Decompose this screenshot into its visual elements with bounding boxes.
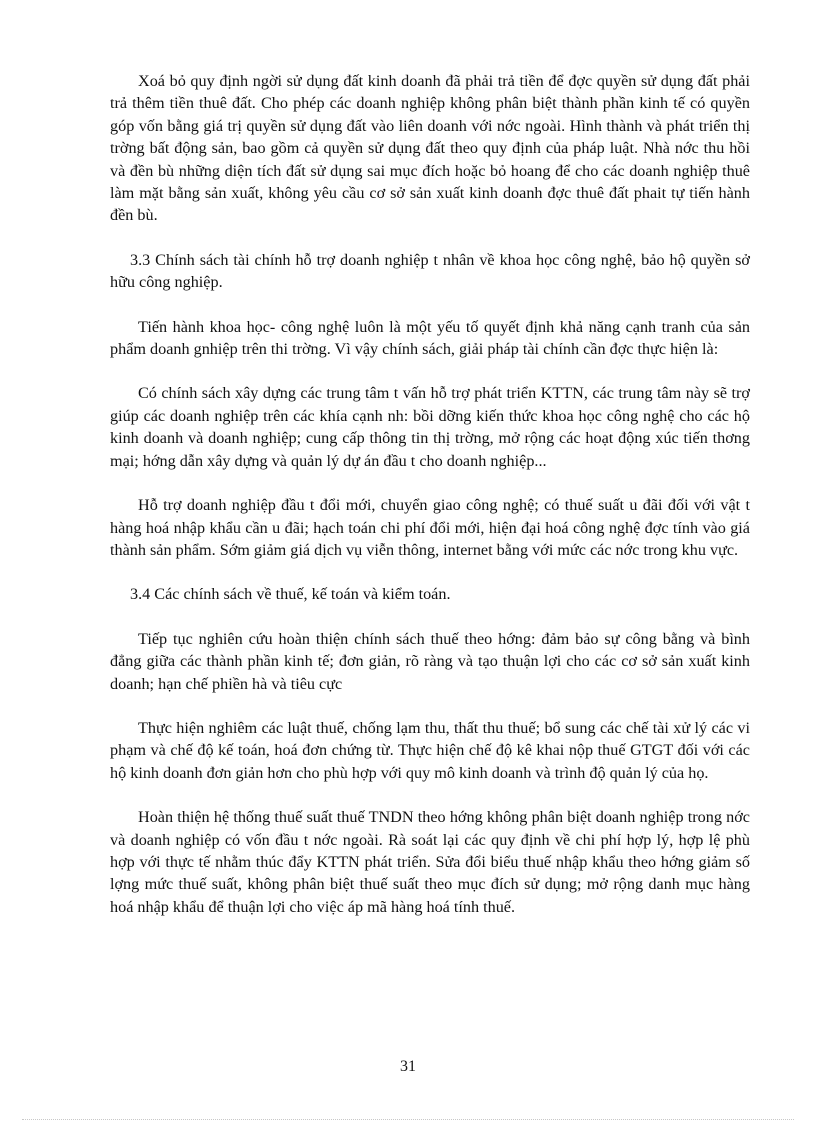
paragraph-science-technology: Tiến hành khoa học- công nghệ luôn là một yếu tố quyết định khả năng cạnh tranh của sản phẩm doanh gnhiệp trên thi trờng. Vì vậy chính sách, giải pháp tài chính cần đợc thực hiện là: (110, 317, 750, 359)
paragraph-consulting-centers: Có chính sách xây dựng các trung tâm t vấn hỗ trợ phát triển KTTN, các trung tâm này sẽ trợ giúp các doanh nghiệp trên các khía cạnh nh: bồi dỡng kiến thức khoa học công nghệ cho các hộ kinh doanh và doanh nghiệp; cung cấp thông tin thị trờng, mở rộng các hoạt động xúc tiến thơng mại; hớng dẫn xây dựng và quản lý dự án đầu t cho doanh nghiệp... (110, 384, 750, 470)
bottom-divider (22, 1119, 794, 1120)
section-heading-3-3: 3.3 Chính sách tài chính hỗ trợ doanh nghiệp t nhân về khoa học công nghệ, bảo hộ quyền sở hữu công nghiệp. (110, 250, 750, 292)
document-body (110, 70, 750, 918)
paragraph-tax-enforcement: Thực hiện nghiêm các luật thuế, chống lạm thu, thất thu thuế; bổ sung các chế tài xử lý các vi phạm và chế độ kế toán, hoá đơn chứng từ. Thực hiện chế độ kê khai nộp thuế GTGT đối với các hộ kinh doanh đơn giản hơn cho phù hợp với quy mô kinh doanh và trình độ quản lý của họ. (110, 718, 750, 782)
paragraph-tax-policy-research: Tiếp tục nghiên cứu hoàn thiện chính sách thuế theo hớng: đảm bảo sự công bằng và bình đẳng giữa các thành phần kinh tế; đơn giản, rõ ràng và tạo thuận lợi cho các cơ sở sản xuất kinh doanh; hạn chế phiền hà và tiêu cực (110, 629, 750, 693)
paragraph-tax-rate-system: Hoàn thiện hệ thống thuế suất thuế TNDN theo hớng không phân biệt doanh nghiệp trong nớc và doanh nghiệp có vốn đầu t nớc ngoài. Rà soát lại các quy định về chi phí hợp lý, hợp lệ phù hợp với thực tế nhằm thúc đẩy KTTN phát triển. Sửa đổi biểu thuế nhập khẩu theo hớng giảm số lợng mức thuế suất, không phân biệt thuế suất theo mục đích sử dụng; mở rộng danh mục hàng hoá nhập khẩu để thuận lợi cho việc áp mã hàng hoá tính thuế. (110, 808, 750, 916)
section-heading-3-4: 3.4 Các chính sách về thuế, kế toán và kiểm toán. (130, 585, 451, 604)
paragraph-investment-support: Hỗ trợ doanh nghiệp đầu t đổi mới, chuyển giao công nghệ; có thuế suất u đãi đối với vật t hàng hoá nhập khẩu cần u đãi; hạch toán chi phí đổi mới, hiện đại hoá công nghệ đợc tính vào giá thành sản phẩm. Sớm giảm giá dịch vụ viễn thông, internet bằng với mức các nớc trong khu vực. (110, 496, 750, 559)
page-number: 31 (400, 1058, 416, 1075)
paragraph-land-use: Xoá bỏ quy định ngời sử dụng đất kinh doanh đã phải trả tiền để đợc quyền sử dụng đất phải trả thêm tiền thuê đất. Cho phép các doanh nghiệp không phân biệt thành phần kinh tế có quyền góp vốn bằng giá trị quyền sử dụng đất vào liên doanh với nớc ngoài. Hình thành và phát triển thị trờng bất động sản, bao gồm cả quyền sử dụng đất theo quy định của pháp luật. Nhà nớc thu hồi và đền bù những diện tích đất sử dụng sai mục đích hoặc bỏ hoang để cho các doanh nghiệp thuê làm mặt bằng sản xuất, không yêu cầu cơ sở sản xuất kinh doanh đợc thuê đất phait tự tiến hành đền bù. (110, 72, 750, 225)
